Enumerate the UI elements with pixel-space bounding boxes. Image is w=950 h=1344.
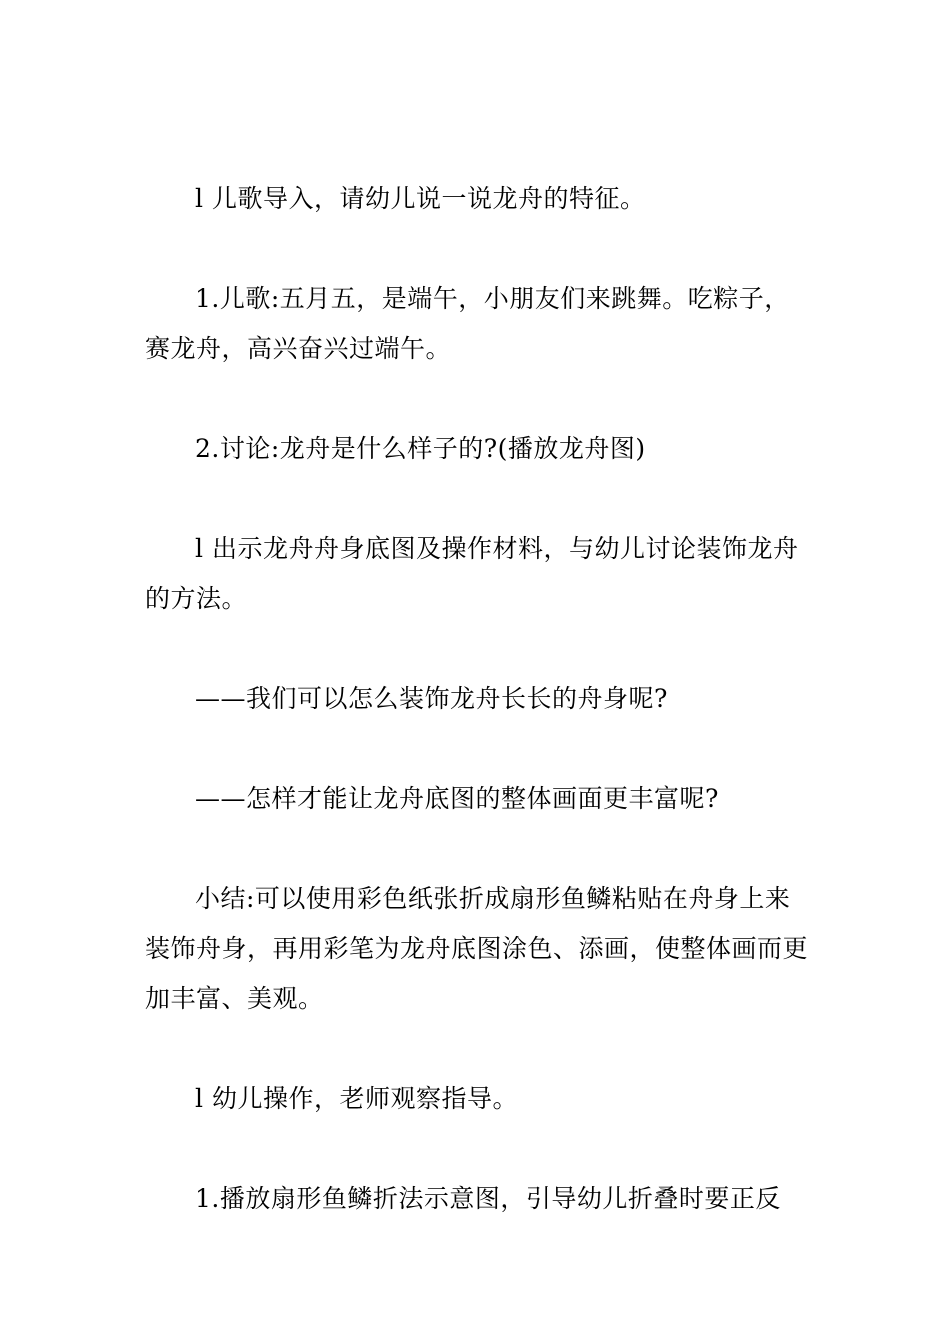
section-heading-show-materials: l 出示龙舟舟身底图及操作材料，与幼儿讨论装饰龙舟的方法。 xyxy=(145,534,799,613)
paragraph-summary: 小结:可以使用彩色纸张折成扇形鱼鳞粘贴在舟身上来装饰舟身，再用彩笔为龙舟底图涂色、添画，使整体画而更加丰富、美观。 xyxy=(145,884,809,1013)
paragraph-nursery-rhyme: 1.儿歌:五月五，是端午，小朋友们来跳舞。吃粽子，赛龙舟，高兴奋兴过端午。 xyxy=(145,284,790,363)
section-heading-children-operate: l 幼儿操作，老师观察指导。 xyxy=(195,1084,518,1113)
paragraph-question-2: ——怎样才能让龙舟底图的整体画面更丰富呢? xyxy=(195,784,719,813)
section-heading-song-intro: l 儿歌导入，请幼儿说一说龙舟的特征。 xyxy=(195,184,646,213)
paragraph-question-1: ——我们可以怎么装饰龙舟长长的舟身呢? xyxy=(195,684,668,713)
paragraph-folding-instructions: 1.播放扇形鱼鳞折法示意图，引导幼儿折叠时要正反 xyxy=(195,1184,781,1213)
paragraph-discussion: 2.讨论:龙舟是什么样子的?(播放龙舟图) xyxy=(195,434,646,463)
